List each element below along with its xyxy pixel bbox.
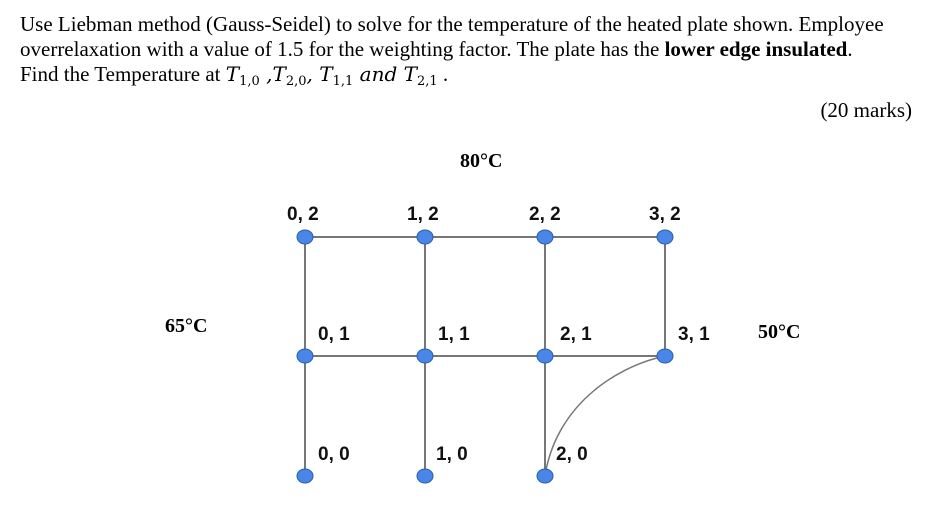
node-label-1-1: 1, 1 [438, 324, 470, 345]
insulated-edge-emphasis: lower edge insulated [664, 37, 848, 61]
node-1-1 [417, 349, 433, 363]
node-label-3-1: 3, 1 [678, 324, 710, 345]
node-label-0-2: 0, 2 [287, 204, 319, 225]
node-2-0 [537, 469, 553, 483]
node-label-0-1: 0, 1 [318, 324, 350, 345]
node-label-1-0: 1, 0 [436, 444, 468, 465]
and-word: and [359, 62, 398, 86]
node-0-2 [297, 230, 313, 244]
t21-symbol: T [403, 62, 417, 86]
node-label-2-2: 2, 2 [529, 204, 561, 225]
math-expression: $T_{1,0}$ $,T_{2,0}$, $T_{1,1}$ and $T_{2,1}$ [225, 62, 438, 89]
node-2-2 [537, 230, 553, 244]
t11-symbol: T [319, 62, 333, 86]
node-2-1 [537, 349, 553, 363]
node-label-2-0: 2, 0 [556, 444, 588, 465]
problem-line-1: Use Liebman method (Gauss-Seidel) to solve for the temperature of the heated plate shown. Employee [20, 12, 884, 36]
node-3-2 [657, 230, 673, 244]
right-edge-temperature: 50°C [758, 321, 801, 343]
marks-label: (20 marks) [820, 98, 912, 122]
line3-text: Find the Temperature at [20, 62, 226, 86]
node-label-0-0: 0, 0 [318, 444, 350, 465]
node-label-2-1: 2, 1 [560, 324, 592, 345]
top-edge-temperature: 80°C [460, 150, 503, 172]
t21-subscript: 2,1 [416, 74, 438, 89]
t11-subscript: 1,1 [332, 74, 354, 89]
t10-subscript: 1,0 [239, 74, 260, 89]
node-3-1 [657, 349, 673, 363]
grid-lines [305, 237, 665, 476]
node-1-2 [417, 230, 433, 244]
t20-symbol: T [272, 62, 286, 86]
node-label-3-2: 3, 2 [649, 204, 681, 225]
line2-text: overrelaxation with a value of 1.5 for the weighting factor. The plate has the [20, 37, 665, 61]
t10-symbol: T [225, 62, 240, 86]
line2-end: . [847, 37, 853, 61]
node-0-1 [297, 349, 313, 363]
node-1-0 [417, 469, 433, 483]
left-edge-temperature: 65°C [165, 315, 208, 337]
t20-subscript: 2,0 [285, 74, 307, 89]
node-0-0 [297, 469, 313, 483]
node-label-1-2: 1, 2 [407, 204, 439, 225]
line3-end: . [437, 62, 449, 86]
